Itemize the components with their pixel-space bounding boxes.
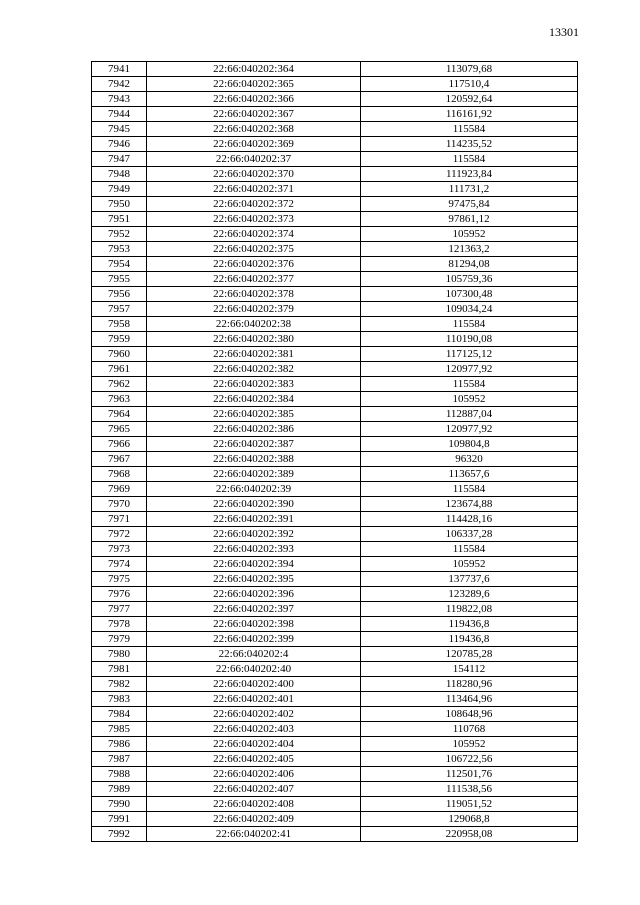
table-row	[92, 752, 578, 767]
row-number-cell: 7943	[92, 92, 147, 107]
table-row	[92, 92, 578, 107]
table-row	[92, 122, 578, 137]
row-number-cell: 7960	[92, 347, 147, 362]
table-row	[92, 677, 578, 692]
row-number-cell: 7988	[92, 767, 147, 782]
cadastral-number-cell: 22:66:040202:38	[147, 317, 361, 332]
cadastral-number-cell: 22:66:040202:381	[147, 347, 361, 362]
table-row	[92, 152, 578, 167]
value-cell: 123289,6	[361, 587, 578, 602]
value-cell: 117125,12	[361, 347, 578, 362]
cadastral-number-cell: 22:66:040202:378	[147, 287, 361, 302]
cadastral-number-cell: 22:66:040202:409	[147, 812, 361, 827]
table-row	[92, 572, 578, 587]
value-cell: 120977,92	[361, 422, 578, 437]
row-number-cell: 7965	[92, 422, 147, 437]
cadastral-number-cell: 22:66:040202:390	[147, 497, 361, 512]
table-row	[92, 272, 578, 287]
value-cell: 112501,76	[361, 767, 578, 782]
cadastral-number-cell: 22:66:040202:366	[147, 92, 361, 107]
value-cell: 114428,16	[361, 512, 578, 527]
row-number-cell: 7968	[92, 467, 147, 482]
row-number-cell: 7966	[92, 437, 147, 452]
row-number-cell: 7978	[92, 617, 147, 632]
cadastral-number-cell: 22:66:040202:373	[147, 212, 361, 227]
value-cell: 115584	[361, 122, 578, 137]
value-cell: 105952	[361, 557, 578, 572]
table-row	[92, 812, 578, 827]
row-number-cell: 7974	[92, 557, 147, 572]
row-number-cell: 7963	[92, 392, 147, 407]
table-row	[92, 692, 578, 707]
table-row	[92, 392, 578, 407]
table-row	[92, 182, 578, 197]
row-number-cell: 7953	[92, 242, 147, 257]
table-row	[92, 467, 578, 482]
cadastral-number-cell: 22:66:040202:397	[147, 602, 361, 617]
row-number-cell: 7987	[92, 752, 147, 767]
row-number-cell: 7970	[92, 497, 147, 512]
value-cell: 115584	[361, 542, 578, 557]
row-number-cell: 7947	[92, 152, 147, 167]
value-cell: 121363,2	[361, 242, 578, 257]
value-cell: 97475,84	[361, 197, 578, 212]
table-row	[92, 197, 578, 212]
row-number-cell: 7969	[92, 482, 147, 497]
row-number-cell: 7981	[92, 662, 147, 677]
cadastral-number-cell: 22:66:040202:40	[147, 662, 361, 677]
row-number-cell: 7950	[92, 197, 147, 212]
cadastral-number-cell: 22:66:040202:391	[147, 512, 361, 527]
table-row	[92, 797, 578, 812]
cadastral-number-cell: 22:66:040202:364	[147, 62, 361, 77]
value-cell: 119051,52	[361, 797, 578, 812]
row-number-cell: 7962	[92, 377, 147, 392]
value-cell: 112887,04	[361, 407, 578, 422]
value-cell: 96320	[361, 452, 578, 467]
value-cell: 113464,96	[361, 692, 578, 707]
cadastral-number-cell: 22:66:040202:404	[147, 737, 361, 752]
table-row	[92, 707, 578, 722]
value-cell: 220958,08	[361, 827, 578, 842]
cadastral-number-cell: 22:66:040202:37	[147, 152, 361, 167]
table-row	[92, 737, 578, 752]
cadastral-number-cell: 22:66:040202:398	[147, 617, 361, 632]
row-number-cell: 7957	[92, 302, 147, 317]
table-body	[92, 62, 578, 842]
value-cell: 81294,08	[361, 257, 578, 272]
row-number-cell: 7944	[92, 107, 147, 122]
table-row	[92, 542, 578, 557]
table-row	[92, 227, 578, 242]
value-cell: 111538,56	[361, 782, 578, 797]
value-cell: 120977,92	[361, 362, 578, 377]
row-number-cell: 7951	[92, 212, 147, 227]
row-number-cell: 7977	[92, 602, 147, 617]
cadastral-number-cell: 22:66:040202:370	[147, 167, 361, 182]
cadastral-number-cell: 22:66:040202:400	[147, 677, 361, 692]
row-number-cell: 7961	[92, 362, 147, 377]
cadastral-number-cell: 22:66:040202:382	[147, 362, 361, 377]
table-row	[92, 287, 578, 302]
value-cell: 105952	[361, 737, 578, 752]
row-number-cell: 7976	[92, 587, 147, 602]
row-number-cell: 7964	[92, 407, 147, 422]
cadastral-number-cell: 22:66:040202:392	[147, 527, 361, 542]
table-row	[92, 77, 578, 92]
row-number-cell: 7989	[92, 782, 147, 797]
value-cell: 120592,64	[361, 92, 578, 107]
value-cell: 113079,68	[361, 62, 578, 77]
table-row	[92, 422, 578, 437]
cadastral-number-cell: 22:66:040202:377	[147, 272, 361, 287]
value-cell: 105759,36	[361, 272, 578, 287]
table-row	[92, 587, 578, 602]
row-number-cell: 7980	[92, 647, 147, 662]
cadastral-number-cell: 22:66:040202:365	[147, 77, 361, 92]
row-number-cell: 7967	[92, 452, 147, 467]
value-cell: 105952	[361, 392, 578, 407]
value-cell: 110768	[361, 722, 578, 737]
row-number-cell: 7979	[92, 632, 147, 647]
table-row	[92, 437, 578, 452]
cadastral-number-cell: 22:66:040202:399	[147, 632, 361, 647]
page-number: 13301	[549, 25, 579, 39]
table-row	[92, 317, 578, 332]
value-cell: 110190,08	[361, 332, 578, 347]
cadastral-number-cell: 22:66:040202:402	[147, 707, 361, 722]
cadastral-number-cell: 22:66:040202:376	[147, 257, 361, 272]
row-number-cell: 7949	[92, 182, 147, 197]
cadastral-number-cell: 22:66:040202:396	[147, 587, 361, 602]
cadastral-number-cell: 22:66:040202:401	[147, 692, 361, 707]
row-number-cell: 7958	[92, 317, 147, 332]
value-cell: 115584	[361, 482, 578, 497]
row-number-cell: 7983	[92, 692, 147, 707]
value-cell: 111923,84	[361, 167, 578, 182]
cadastral-number-cell: 22:66:040202:368	[147, 122, 361, 137]
table-row	[92, 827, 578, 842]
cadastral-number-cell: 22:66:040202:387	[147, 437, 361, 452]
table-row	[92, 347, 578, 362]
cadastral-number-cell: 22:66:040202:405	[147, 752, 361, 767]
cadastral-number-cell: 22:66:040202:372	[147, 197, 361, 212]
value-cell: 113657,6	[361, 467, 578, 482]
row-number-cell: 7941	[92, 62, 147, 77]
cadastral-number-cell: 22:66:040202:367	[147, 107, 361, 122]
cadastral-number-cell: 22:66:040202:39	[147, 482, 361, 497]
value-cell: 116161,92	[361, 107, 578, 122]
cadastral-number-cell: 22:66:040202:386	[147, 422, 361, 437]
cadastral-number-cell: 22:66:040202:407	[147, 782, 361, 797]
table-row	[92, 377, 578, 392]
table-row	[92, 362, 578, 377]
value-cell: 154112	[361, 662, 578, 677]
table-row	[92, 617, 578, 632]
value-cell: 119436,8	[361, 632, 578, 647]
row-number-cell: 7946	[92, 137, 147, 152]
row-number-cell: 7992	[92, 827, 147, 842]
row-number-cell: 7956	[92, 287, 147, 302]
table-row	[92, 137, 578, 152]
row-number-cell: 7986	[92, 737, 147, 752]
cadastral-number-cell: 22:66:040202:383	[147, 377, 361, 392]
table-row	[92, 167, 578, 182]
table-row	[92, 527, 578, 542]
table-row	[92, 632, 578, 647]
row-number-cell: 7973	[92, 542, 147, 557]
table-row	[92, 602, 578, 617]
table-row	[92, 332, 578, 347]
row-number-cell: 7948	[92, 167, 147, 182]
cadastral-number-cell: 22:66:040202:41	[147, 827, 361, 842]
value-cell: 119822,08	[361, 602, 578, 617]
row-number-cell: 7955	[92, 272, 147, 287]
table-row	[92, 107, 578, 122]
table-row	[92, 257, 578, 272]
row-number-cell: 7975	[92, 572, 147, 587]
cadastral-number-cell: 22:66:040202:408	[147, 797, 361, 812]
table-row	[92, 212, 578, 227]
cadastral-number-cell: 22:66:040202:374	[147, 227, 361, 242]
row-number-cell: 7971	[92, 512, 147, 527]
cadastral-number-cell: 22:66:040202:403	[147, 722, 361, 737]
cadastral-number-cell: 22:66:040202:385	[147, 407, 361, 422]
row-number-cell: 7954	[92, 257, 147, 272]
value-cell: 115584	[361, 317, 578, 332]
value-cell: 115584	[361, 152, 578, 167]
value-cell: 106722,56	[361, 752, 578, 767]
cadastral-number-cell: 22:66:040202:406	[147, 767, 361, 782]
value-cell: 137737,6	[361, 572, 578, 587]
row-number-cell: 7991	[92, 812, 147, 827]
cadastral-number-cell: 22:66:040202:375	[147, 242, 361, 257]
value-cell: 109034,24	[361, 302, 578, 317]
table-row	[92, 767, 578, 782]
table-row	[92, 512, 578, 527]
table-row	[92, 452, 578, 467]
row-number-cell: 7990	[92, 797, 147, 812]
cadastral-number-cell: 22:66:040202:380	[147, 332, 361, 347]
cadastral-number-cell: 22:66:040202:379	[147, 302, 361, 317]
cadastral-number-cell: 22:66:040202:393	[147, 542, 361, 557]
value-cell: 107300,48	[361, 287, 578, 302]
row-number-cell: 7982	[92, 677, 147, 692]
table-row	[92, 407, 578, 422]
value-cell: 105952	[361, 227, 578, 242]
value-cell: 120785,28	[361, 647, 578, 662]
row-number-cell: 7984	[92, 707, 147, 722]
row-number-cell: 7985	[92, 722, 147, 737]
row-number-cell: 7942	[92, 77, 147, 92]
cadastral-number-cell: 22:66:040202:369	[147, 137, 361, 152]
row-number-cell: 7952	[92, 227, 147, 242]
cadastral-number-cell: 22:66:040202:384	[147, 392, 361, 407]
row-number-cell: 7959	[92, 332, 147, 347]
table-row	[92, 242, 578, 257]
value-cell: 109804,8	[361, 437, 578, 452]
cadastral-number-cell: 22:66:040202:394	[147, 557, 361, 572]
cadastral-number-cell: 22:66:040202:4	[147, 647, 361, 662]
cadastral-number-cell: 22:66:040202:371	[147, 182, 361, 197]
table-row	[92, 557, 578, 572]
value-cell: 108648,96	[361, 707, 578, 722]
value-cell: 117510,4	[361, 77, 578, 92]
table-row	[92, 482, 578, 497]
value-cell: 123674,88	[361, 497, 578, 512]
row-number-cell: 7972	[92, 527, 147, 542]
table-row	[92, 722, 578, 737]
table-row	[92, 302, 578, 317]
value-cell: 118280,96	[361, 677, 578, 692]
row-number-cell: 7945	[92, 122, 147, 137]
cadastral-number-cell: 22:66:040202:388	[147, 452, 361, 467]
value-cell: 106337,28	[361, 527, 578, 542]
data-table	[91, 61, 578, 842]
table-row	[92, 647, 578, 662]
cadastral-number-cell: 22:66:040202:395	[147, 572, 361, 587]
table-row	[92, 497, 578, 512]
value-cell: 111731,2	[361, 182, 578, 197]
cadastral-number-cell: 22:66:040202:389	[147, 467, 361, 482]
value-cell: 115584	[361, 377, 578, 392]
table-row	[92, 662, 578, 677]
value-cell: 129068,8	[361, 812, 578, 827]
value-cell: 119436,8	[361, 617, 578, 632]
value-cell: 97861,12	[361, 212, 578, 227]
table-row	[92, 62, 578, 77]
table-row	[92, 782, 578, 797]
value-cell: 114235,52	[361, 137, 578, 152]
